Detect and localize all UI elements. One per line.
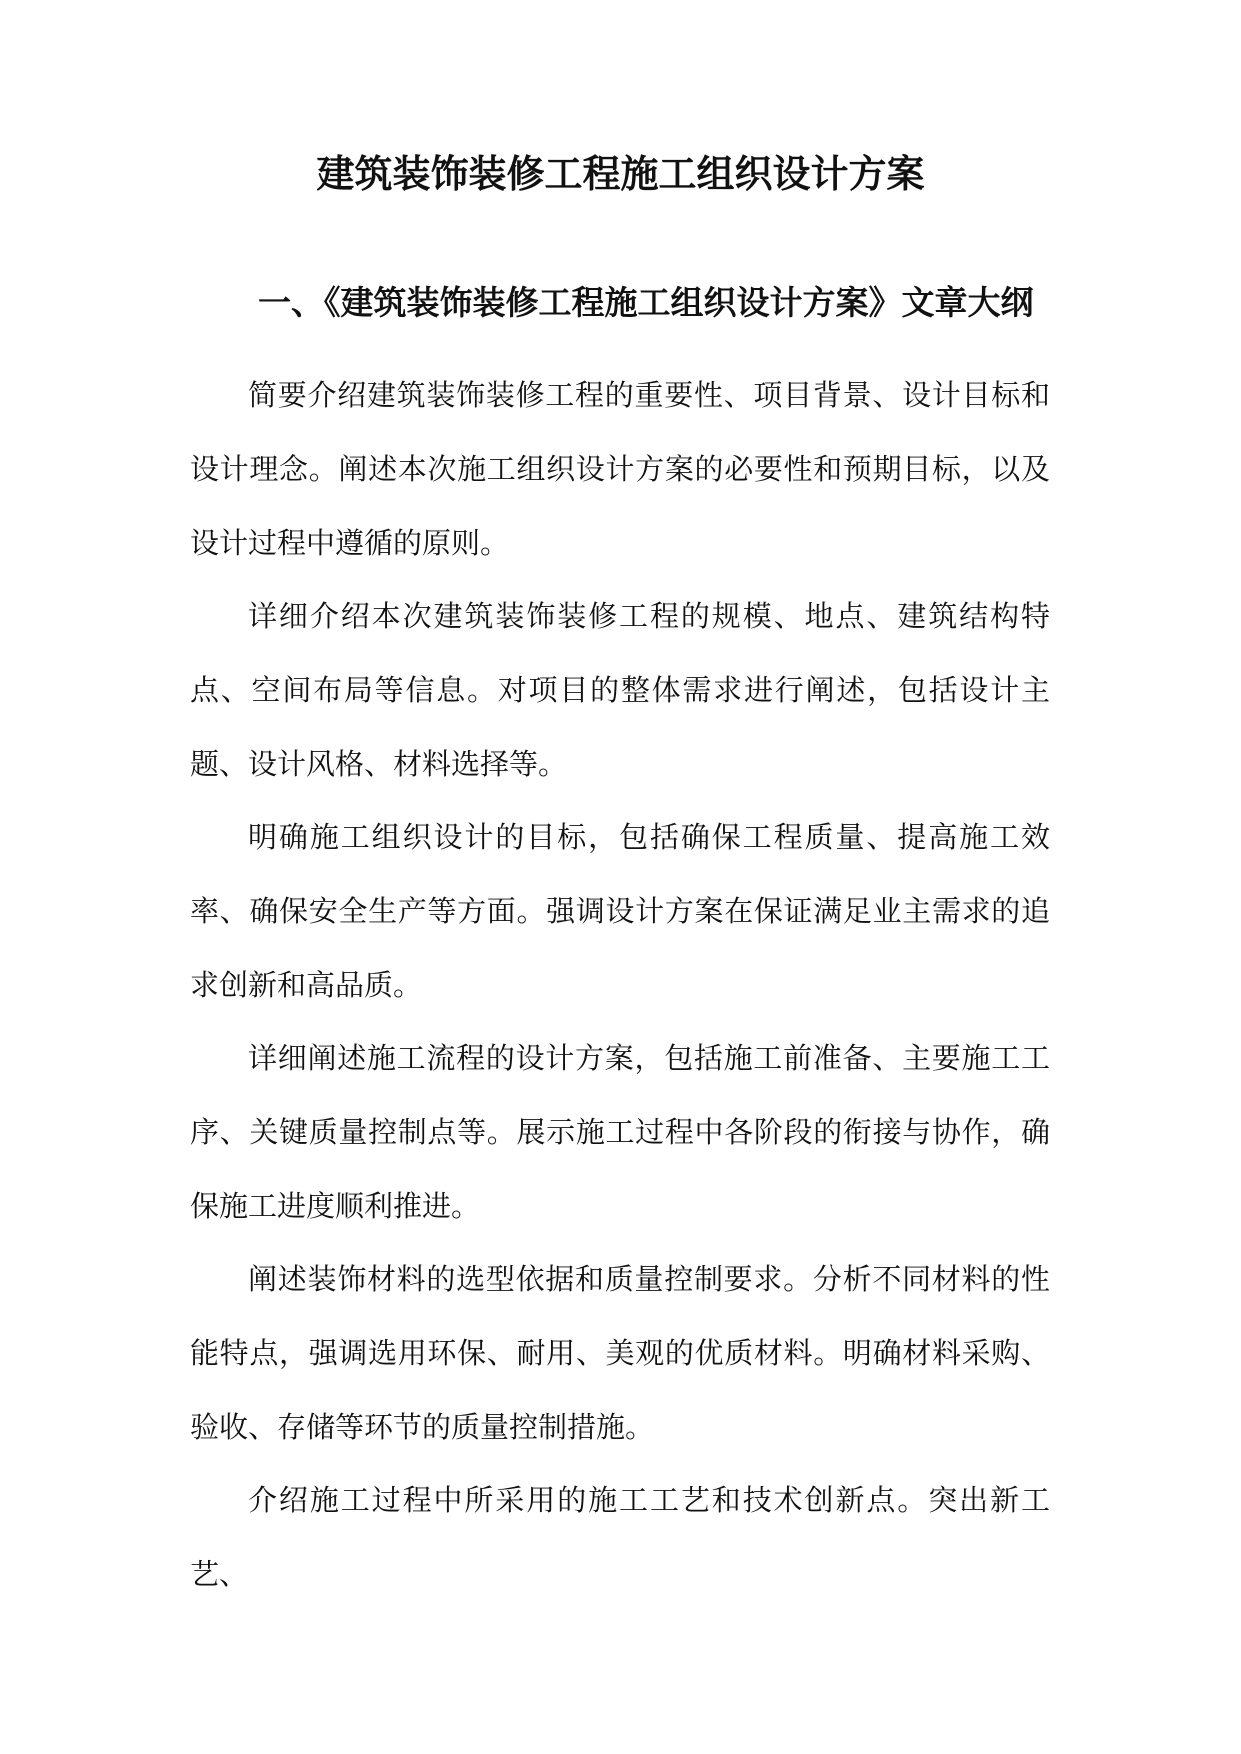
section-heading: 一、《建筑装饰装修工程施工组织设计方案》文章大纲 (258, 283, 1034, 322)
paragraph: 详细阐述施工流程的设计方案，包括施工前准备、主要施工工序、关键质量控制点等。展示施工过程中各阶段的衔接与协作，确保施工进度顺利推进。 (190, 1041, 1050, 1223)
document-title: 建筑装饰装修工程施工组织设计方案 (316, 151, 925, 196)
paragraph: 介绍施工过程中所采用的施工工艺和技术创新点。突出新工艺、 (190, 1483, 1050, 1591)
paragraph: 简要介绍建筑装饰装修工程的重要性、项目背景、设计目标和设计理念。阐述本次施工组织设计方案的必要性和预期目标，以及设计过程中遵循的原则。 (190, 378, 1050, 560)
paragraph: 阐述装饰材料的选型依据和质量控制要求。分析不同材料的性能特点，强调选用环保、耐用、美观的优质材料。明确材料采购、验收、存储等环节的质量控制措施。 (190, 1262, 1050, 1444)
paragraph: 明确施工组织设计的目标，包括确保工程质量、提高施工效率、确保安全生产等方面。强调设计方案在保证满足业主需求的追求创新和高品质。 (190, 820, 1050, 1002)
paragraph: 详细介绍本次建筑装饰装修工程的规模、地点、建筑结构特点、空间布局等信息。对项目的整体需求进行阐述，包括设计主题、设计风格、材料选择等。 (190, 599, 1050, 781)
